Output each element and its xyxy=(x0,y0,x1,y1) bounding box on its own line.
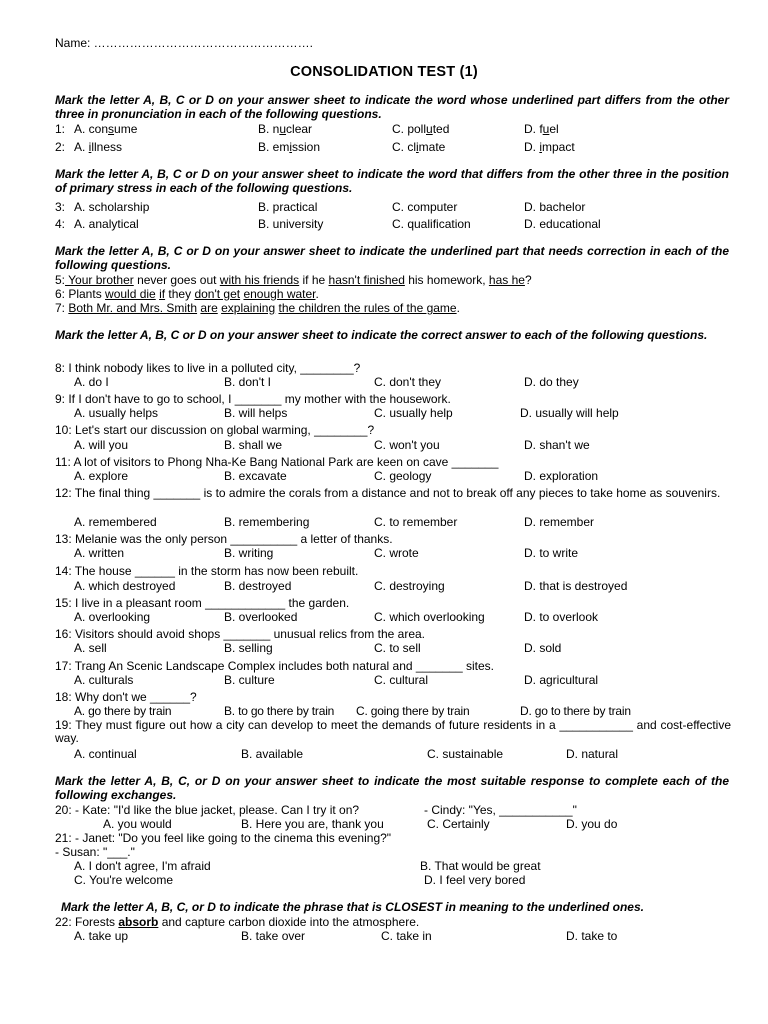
instruction-pronunciation: Mark the letter A, B, C or D on your answer sheet to indicate the word whose underlined part differs from the other three in pronunciation in each of the following questions. xyxy=(55,93,729,121)
option-b: B. will helps xyxy=(224,406,288,420)
option-c: C. don't they xyxy=(374,375,441,389)
question-7: 7: Both Mr. and Mrs. Smith are explaining the children the rules of the game. xyxy=(55,301,460,315)
option-a: A. analytical xyxy=(74,217,139,231)
option-c: C. computer xyxy=(392,200,458,214)
option-b: B. overlooked xyxy=(224,610,298,624)
question-6: 6: Plants would die if they don't get enough water. xyxy=(55,287,319,301)
option-c: C. take in xyxy=(381,929,432,943)
option-b: B. remembering xyxy=(224,515,310,529)
option-b: B. don't I xyxy=(224,375,271,389)
question-5: 5: Your brother never goes out with his friends if he hasn't finished his homework, has he? xyxy=(55,273,532,287)
option-c: C. You're welcome xyxy=(74,873,174,887)
question-stem: 17: Trang An Scenic Landscape Complex includes both natural and _______ sites. xyxy=(55,659,494,673)
page-title: CONSOLIDATION TEST (1) xyxy=(290,64,478,80)
question-stem: 14: The house ______ in the storm has now been rebuilt. xyxy=(55,564,359,578)
option-b: B. Here you are, thank you xyxy=(241,817,384,831)
question-stem: 9: If I don't have to go to school, I _______ my mother with the housework. xyxy=(55,392,451,406)
option-a: A. take up xyxy=(74,929,129,943)
option-b: B. to go there by train xyxy=(224,704,335,718)
question-stem: 8: I think nobody likes to live in a polluted city, ________? xyxy=(55,361,361,375)
option-d: D. shan't we xyxy=(524,438,590,452)
question-stem: 16: Visitors should avoid shops _______ unusual relics from the area. xyxy=(55,627,426,641)
option-b: B. selling xyxy=(224,641,273,655)
option-a: A. do I xyxy=(74,375,109,389)
question-stem: 15: I live in a pleasant room ____________ the garden. xyxy=(55,596,350,610)
option-d: D. to overlook xyxy=(524,610,599,624)
option-b: B. writing xyxy=(224,546,274,560)
question-stem: 10: Let's start our discussion on global warming, ________? xyxy=(55,423,375,437)
option-d: D. take to xyxy=(566,929,618,943)
option-b: B. destroyed xyxy=(224,579,292,593)
option-a: A. which destroyed xyxy=(74,579,176,593)
option-a: A. explore xyxy=(74,469,129,483)
question-stem: 12: The final thing _______ is to admire the corals from a distance and not to break off any pieces to take home as souvenirs. xyxy=(55,486,721,500)
option-c: C. Certainly xyxy=(427,817,490,831)
option-b: B. university xyxy=(258,217,324,231)
option-d: D. go to there by train xyxy=(520,704,631,718)
option-d: D. bachelor xyxy=(524,200,586,214)
option-d: D. I feel very bored xyxy=(424,873,526,887)
option-c: C. cultural xyxy=(374,673,429,687)
instruction-closest-meaning: Mark the letter A, B, C, or D to indicate the phrase that is CLOSEST in meaning to the underlined ones. xyxy=(61,900,644,914)
option-d: D. remember xyxy=(524,515,595,529)
option-d: D. agricultural xyxy=(524,673,599,687)
question-number: 4: xyxy=(55,217,66,231)
option-d: D. impact xyxy=(524,140,575,154)
question-20-cindy: - Cindy: "Yes, ___________" xyxy=(424,803,577,817)
option-d: D. natural xyxy=(566,747,619,761)
option-a: A. consume xyxy=(74,122,138,136)
question-21-susan: - Susan: "___." xyxy=(55,845,135,859)
option-a: A. I don't agree, I'm afraid xyxy=(74,859,211,873)
option-d: D. sold xyxy=(524,641,562,655)
option-b: B. shall we xyxy=(224,438,283,452)
option-a: A. go there by train xyxy=(74,704,172,718)
option-b: B. practical xyxy=(258,200,318,214)
option-a: A. remembered xyxy=(74,515,157,529)
option-b: B. take over xyxy=(241,929,306,943)
option-c: C. geology xyxy=(374,469,432,483)
option-d: D. you do xyxy=(566,817,618,831)
option-c: C. qualification xyxy=(392,217,471,231)
question-22: 22: Forests absorb and capture carbon dioxide into the atmosphere. xyxy=(55,915,420,929)
question-stem: 19: They must figure out how a city can develop to meet the demands of future residents in a ___________ and cost-effective way. xyxy=(55,718,731,745)
question-number: 3: xyxy=(55,200,66,214)
option-a: A. continual xyxy=(74,747,137,761)
instruction-exchanges: Mark the letter A, B, C, or D on your answer sheet to indicate the most suitable response to complete each of the following exchanges. xyxy=(55,774,729,802)
option-c: C. climate xyxy=(392,140,446,154)
option-b: B. nuclear xyxy=(258,122,313,136)
option-a: A. you would xyxy=(103,817,172,831)
option-a: A. sell xyxy=(74,641,107,655)
option-b: B. That would be great xyxy=(420,859,541,873)
option-c: C. sustainable xyxy=(427,747,504,761)
option-a: A. illness xyxy=(74,140,123,154)
option-c: C. won't you xyxy=(374,438,440,452)
option-c: C. to sell xyxy=(374,641,421,655)
option-d: D. fuel xyxy=(524,122,559,136)
option-c: C. to remember xyxy=(374,515,458,529)
option-b: B. culture xyxy=(224,673,275,687)
option-c: C. usually help xyxy=(374,406,453,420)
option-b: B. excavate xyxy=(224,469,287,483)
option-a: A. scholarship xyxy=(74,200,150,214)
option-a: A. written xyxy=(74,546,125,560)
option-d: D. to write xyxy=(524,546,579,560)
option-d: D. do they xyxy=(524,375,579,389)
question-stem: 11: A lot of visitors to Phong Nha-Ke Bang National Park are keen on cave _______ xyxy=(55,455,499,469)
option-a: A. will you xyxy=(74,438,129,452)
option-c: C. going there by train xyxy=(356,704,470,718)
option-b: B. emission xyxy=(258,140,321,154)
option-d: D. that is destroyed xyxy=(524,579,628,593)
question-stem: 18: Why don't we ______? xyxy=(55,690,197,704)
option-d: D. educational xyxy=(524,217,601,231)
question-number: 2: xyxy=(55,140,66,154)
option-c: C. destroying xyxy=(374,579,445,593)
option-a: A. overlooking xyxy=(74,610,151,624)
instruction-correct-answer: Mark the letter A, B, C or D on your answer sheet to indicate the correct answer to each of the following questions. xyxy=(55,328,708,342)
question-20-kate: 20: - Kate: "I'd like the blue jacket, please. Can I try it on? xyxy=(55,803,360,817)
option-d: D. exploration xyxy=(524,469,599,483)
option-a: A. culturals xyxy=(74,673,134,687)
option-a: A. usually helps xyxy=(74,406,159,420)
question-number: 1: xyxy=(55,122,66,136)
option-c: C. wrote xyxy=(374,546,419,560)
name-field-label: Name: ………………………………………………. xyxy=(55,36,314,50)
option-b: B. available xyxy=(241,747,304,761)
option-c: C. polluted xyxy=(392,122,450,136)
question-21-janet: 21: - Janet: "Do you feel like going to the cinema this evening?" xyxy=(55,831,392,845)
instruction-stress: Mark the letter A, B, C or D on your answer sheet to indicate the word that differs from the other three in the position of primary stress in each of the following questions. xyxy=(55,167,729,195)
question-stem: 13: Melanie was the only person __________ a letter of thanks. xyxy=(55,532,393,546)
option-d: D. usually will help xyxy=(520,406,619,420)
option-c: C. which overlooking xyxy=(374,610,485,624)
instruction-correction: Mark the letter A, B, C or D on your answer sheet to indicate the underlined part that needs correction in each of the following questions. xyxy=(55,244,729,272)
